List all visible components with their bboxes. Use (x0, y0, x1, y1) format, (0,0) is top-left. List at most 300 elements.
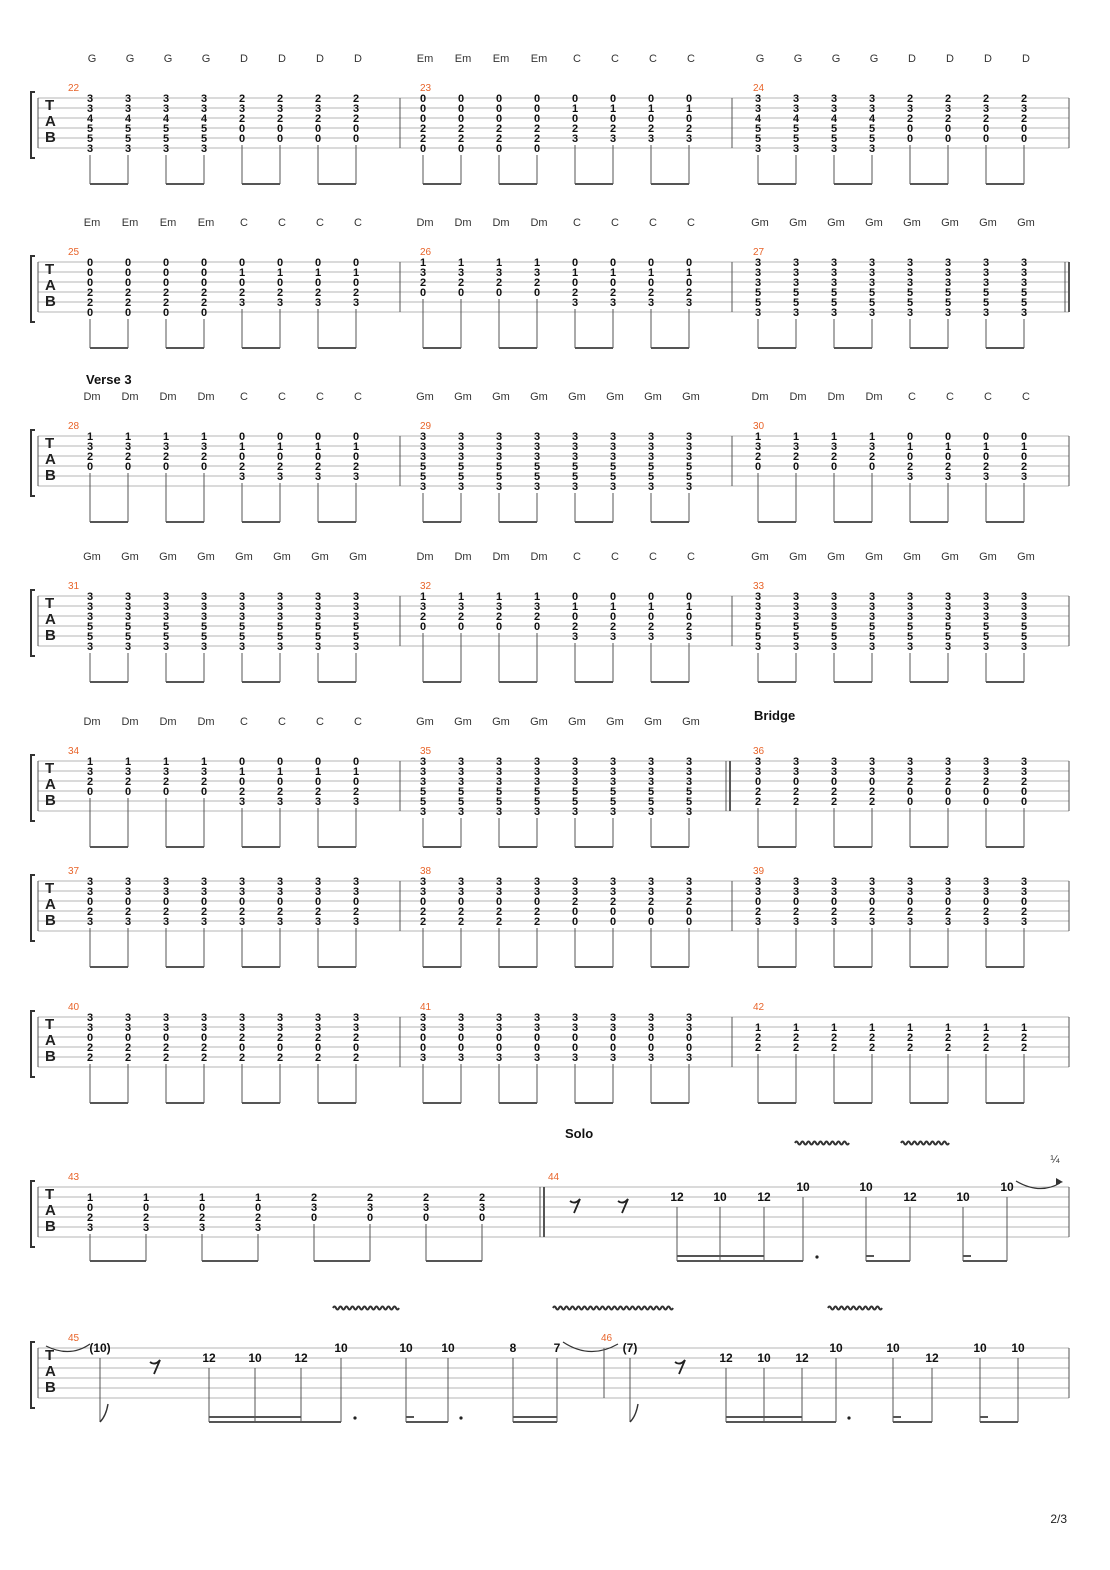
fret-number: 1 (314, 267, 322, 279)
fret-number: 3 (533, 776, 541, 788)
fret-number: 0 (685, 916, 693, 928)
fret-number: 0 (944, 123, 952, 135)
chord-name: C (573, 53, 581, 65)
solo-fret: 8 (509, 1341, 517, 1355)
fret-number: 0 (685, 1042, 693, 1054)
fret-number: 3 (868, 611, 876, 623)
fret-number: 3 (254, 1222, 262, 1234)
fret-number: 3 (238, 591, 246, 603)
fret-number: 2 (830, 906, 838, 918)
fret-number: 3 (238, 471, 246, 483)
measure-number: 30 (753, 421, 765, 432)
fret-number: 3 (314, 611, 322, 623)
fret-number: 0 (571, 611, 579, 623)
fret-number: 3 (419, 806, 427, 818)
fret-number: 1 (352, 441, 360, 453)
fret-number: 4 (200, 113, 208, 125)
chord-name: Em (121, 217, 139, 229)
fret-number: 3 (830, 591, 838, 603)
fret-number: 0 (533, 287, 541, 299)
fret-number: 2 (314, 461, 322, 473)
fret-number: 3 (830, 886, 838, 898)
fret-number: 3 (792, 103, 800, 115)
fret-number: 3 (754, 916, 762, 928)
fret-number: 3 (352, 1012, 360, 1024)
fret-number: 5 (457, 796, 465, 808)
fret-number: 2 (495, 611, 503, 623)
tab-clef-a: A (45, 776, 56, 793)
solo-fret: 10 (757, 1351, 771, 1365)
fret-number: 3 (142, 1222, 150, 1234)
fret-number: 3 (124, 1012, 132, 1024)
fret-number: 3 (944, 257, 952, 269)
system-bracket (31, 92, 35, 158)
solo-fret: 10 (886, 1341, 900, 1355)
fret-number: 3 (982, 886, 990, 898)
fret-number: 5 (754, 621, 762, 633)
fret-number: 3 (647, 1022, 655, 1034)
fret-number: 2 (310, 1192, 318, 1204)
fret-number: 3 (982, 307, 990, 319)
fret-number: 3 (314, 1012, 322, 1024)
fret-number: 0 (906, 786, 914, 798)
fret-number: 3 (944, 611, 952, 623)
fret-number: 2 (982, 461, 990, 473)
fret-number: 3 (754, 103, 762, 115)
fret-number: 0 (685, 906, 693, 918)
fret-number: 0 (352, 257, 360, 269)
tab-clef-t: T (45, 1016, 55, 1033)
fret-number: 0 (685, 277, 693, 289)
fret-number: 3 (162, 916, 170, 928)
fret-number: 3 (830, 103, 838, 115)
fret-number: 2 (533, 906, 541, 918)
tab-clef-a: A (45, 896, 56, 913)
fret-number: 2 (419, 123, 427, 135)
fret-number: 1 (419, 591, 427, 603)
fret-number: 5 (792, 133, 800, 145)
fret-number: 2 (200, 451, 208, 463)
chord-name: Dm (197, 391, 215, 403)
fret-number: 3 (830, 756, 838, 768)
fret-number: 2 (495, 906, 503, 918)
fret-number: 0 (276, 896, 284, 908)
fret-number: 3 (792, 267, 800, 279)
fret-number: 2 (352, 113, 360, 125)
fret-number: 2 (868, 796, 876, 808)
fret-number: 1 (982, 441, 990, 453)
note-flag (100, 1404, 108, 1422)
fret-number: 0 (254, 1202, 262, 1214)
solo-fret: 12 (757, 1190, 771, 1204)
fret-number: 2 (352, 1052, 360, 1064)
fret-number: 3 (1020, 766, 1028, 778)
fret-number: 2 (366, 1192, 374, 1204)
fret-number: 3 (533, 481, 541, 493)
fret-number: 2 (86, 451, 94, 463)
fret-number: 1 (314, 766, 322, 778)
fret-number: 2 (162, 1042, 170, 1054)
fret-number: 3 (906, 277, 914, 289)
fret-number: 0 (276, 756, 284, 768)
fret-number: 3 (906, 886, 914, 898)
fret-number: 5 (1020, 287, 1028, 299)
fret-number: 3 (352, 297, 360, 309)
chord-name: G (793, 53, 803, 65)
fret-number: 3 (609, 297, 617, 309)
fret-number: 3 (982, 756, 990, 768)
fret-number: 3 (1020, 277, 1028, 289)
fret-number: 3 (944, 916, 952, 928)
fret-number: 5 (86, 631, 94, 643)
fret-number: 3 (162, 611, 170, 623)
fret-number: 5 (200, 123, 208, 135)
fret-number: 2 (314, 287, 322, 299)
fret-number: 1 (944, 441, 952, 453)
chord-name: C (649, 53, 657, 65)
fret-number: 2 (419, 133, 427, 145)
fret-number: 3 (754, 267, 762, 279)
fret-number: 0 (86, 896, 94, 908)
chord-name: C (649, 551, 657, 563)
measure-number: 22 (68, 83, 80, 94)
fret-number: 2 (868, 1032, 876, 1044)
fret-number: 1 (419, 257, 427, 269)
chord-name: C (278, 716, 286, 728)
fret-number: 3 (571, 776, 579, 788)
measure-number: 35 (420, 746, 432, 757)
solo-fret: 12 (719, 1351, 733, 1365)
tab-clef-t: T (45, 880, 55, 897)
tab-clef-a: A (45, 1363, 56, 1380)
chord-name: Gm (121, 551, 139, 563)
fret-number: 3 (162, 876, 170, 888)
chord-name: Dm (159, 391, 177, 403)
fret-number: 2 (86, 297, 94, 309)
fret-number: 3 (685, 756, 693, 768)
fret-number: 0 (419, 896, 427, 908)
fret-number: 0 (868, 776, 876, 788)
fret-number: 3 (419, 601, 427, 613)
fret-number: 0 (906, 451, 914, 463)
fret-number: 3 (238, 876, 246, 888)
chord-name: D (316, 53, 324, 65)
fret-number: 3 (86, 886, 94, 898)
solo-fret: 7 (553, 1341, 561, 1355)
fret-number: 3 (792, 756, 800, 768)
fret-number: 3 (830, 307, 838, 319)
fret-number: 0 (238, 123, 246, 135)
fret-number: 3 (647, 886, 655, 898)
fret-number: 2 (1020, 1032, 1028, 1044)
fret-number: 2 (352, 287, 360, 299)
fret-number: 2 (944, 113, 952, 125)
fret-number: 5 (982, 297, 990, 309)
fret-number: 3 (352, 591, 360, 603)
measure-number: 46 (601, 1333, 613, 1344)
fret-number: 3 (571, 1052, 579, 1064)
fret-number: 2 (124, 297, 132, 309)
fret-number: 5 (314, 621, 322, 633)
fret-number: 3 (495, 1022, 503, 1034)
fret-number: 2 (124, 451, 132, 463)
fret-number: 4 (754, 113, 762, 125)
fret-number: 3 (792, 601, 800, 613)
fret-number: 0 (86, 257, 94, 269)
fret-number: 0 (1020, 123, 1028, 135)
fret-number: 0 (276, 133, 284, 145)
fret-number: 3 (571, 451, 579, 463)
fret-number: 3 (533, 267, 541, 279)
chord-name: G (87, 53, 97, 65)
chord-name: Gm (159, 551, 177, 563)
fret-number: 1 (276, 766, 284, 778)
fret-number: 3 (792, 591, 800, 603)
fret-number: 2 (609, 896, 617, 908)
fret-number: 3 (944, 103, 952, 115)
fret-number: 0 (754, 461, 762, 473)
fret-number: 3 (571, 431, 579, 443)
fret-number: 3 (906, 591, 914, 603)
fret-number: 3 (944, 277, 952, 289)
fret-number: 3 (906, 641, 914, 653)
fret-number: 0 (830, 461, 838, 473)
fret-number: 3 (685, 1012, 693, 1024)
fret-number: 3 (533, 451, 541, 463)
fret-number: 0 (366, 1212, 374, 1224)
vibrato-mark (553, 1307, 673, 1310)
fret-number: 3 (162, 766, 170, 778)
fret-number: 2 (314, 786, 322, 798)
solo-fret: 12 (903, 1190, 917, 1204)
fret-number: 2 (533, 123, 541, 135)
fret-number: 1 (254, 1192, 262, 1204)
fret-number: 3 (86, 641, 94, 653)
eighth-rest (675, 1360, 685, 1374)
fret-number: 1 (685, 267, 693, 279)
solo-fret: 10 (1000, 1180, 1014, 1194)
fret-number: 0 (419, 103, 427, 115)
fret-number: 1 (352, 267, 360, 279)
fret-number: 3 (533, 756, 541, 768)
fret-number: 3 (1020, 257, 1028, 269)
fret-number: 2 (830, 796, 838, 808)
fret-number: 3 (906, 307, 914, 319)
system-bracket (31, 875, 35, 941)
fret-number: 2 (162, 451, 170, 463)
fret-number: 3 (571, 441, 579, 453)
fret-number: 1 (162, 756, 170, 768)
fret-number: 3 (162, 441, 170, 453)
fret-number: 2 (792, 786, 800, 798)
chord-name: Gm (606, 716, 624, 728)
section-label: Solo (565, 1126, 594, 1141)
solo-fret: 10 (441, 1341, 455, 1355)
fret-number: 3 (982, 601, 990, 613)
fret-number: 3 (124, 103, 132, 115)
chord-name: Gm (454, 391, 472, 403)
fret-number: 5 (868, 133, 876, 145)
fret-number: 0 (792, 461, 800, 473)
fret-number: 2 (906, 461, 914, 473)
fret-number: 2 (1020, 461, 1028, 473)
tab-clef-t: T (45, 760, 55, 777)
fret-number: 3 (86, 1222, 94, 1234)
fret-number: 3 (1020, 103, 1028, 115)
fret-number: 3 (868, 876, 876, 888)
fret-number: 2 (1020, 1042, 1028, 1054)
fret-number: 2 (609, 123, 617, 135)
fret-number: 3 (495, 886, 503, 898)
system-bracket (31, 256, 35, 322)
fret-number: 0 (238, 451, 246, 463)
fret-number: 3 (200, 766, 208, 778)
chord-name: Gm (1017, 217, 1035, 229)
fret-number: 2 (1020, 776, 1028, 788)
fret-number: 3 (314, 601, 322, 613)
measure-number: 25 (68, 247, 80, 258)
chord-name: Gm (349, 551, 367, 563)
fret-number: 2 (906, 1032, 914, 1044)
fret-number: 2 (457, 916, 465, 928)
fret-number: 0 (124, 257, 132, 269)
fret-number: 0 (609, 611, 617, 623)
fret-number: 2 (647, 896, 655, 908)
fret-number: 5 (352, 621, 360, 633)
chord-name: C (611, 551, 619, 563)
fret-number: 3 (685, 876, 693, 888)
fret-number: 2 (906, 1042, 914, 1054)
fret-number: 0 (86, 1202, 94, 1214)
fret-number: 0 (1020, 133, 1028, 145)
fret-number: 3 (982, 766, 990, 778)
fret-number: 1 (685, 103, 693, 115)
chord-name: C (316, 217, 324, 229)
chord-name: Gm (644, 716, 662, 728)
fret-number: 1 (1020, 1022, 1028, 1034)
fret-number: 1 (86, 756, 94, 768)
fret-number: 0 (200, 307, 208, 319)
fret-number: 5 (571, 786, 579, 798)
fret-number: 2 (754, 906, 762, 918)
fret-number: 5 (533, 796, 541, 808)
fret-number: 2 (571, 621, 579, 633)
chord-name: Dm (83, 391, 101, 403)
fret-number: 3 (86, 916, 94, 928)
fret-number: 3 (86, 611, 94, 623)
fret-number: 3 (314, 103, 322, 115)
fret-number: 2 (571, 287, 579, 299)
tab-clef-a: A (45, 451, 56, 468)
fret-number: 5 (571, 471, 579, 483)
chord-name: C (984, 391, 992, 403)
fret-number: 3 (868, 257, 876, 269)
fret-number: 1 (495, 257, 503, 269)
fret-number: 0 (422, 1212, 430, 1224)
fret-number: 3 (238, 796, 246, 808)
system-bracket (31, 1181, 35, 1247)
fret-number: 2 (944, 1042, 952, 1054)
chord-name: D (354, 53, 362, 65)
measure-number: 28 (68, 421, 80, 432)
fret-number: 3 (792, 441, 800, 453)
vibrato-mark (795, 1142, 849, 1145)
fret-number: 0 (419, 143, 427, 155)
fret-number: 3 (366, 1202, 374, 1214)
solo-fret: 10 (334, 1341, 348, 1355)
fret-number: 3 (647, 451, 655, 463)
fret-number: 3 (200, 103, 208, 115)
fret-number: 3 (422, 1202, 430, 1214)
fret-number: 3 (352, 916, 360, 928)
fret-number: 5 (352, 631, 360, 643)
fret-number: 3 (647, 297, 655, 309)
fret-number: 0 (352, 431, 360, 443)
fret-number: 2 (478, 1192, 486, 1204)
fret-number: 0 (457, 93, 465, 105)
chord-name: Gm (941, 551, 959, 563)
fret-number: 0 (685, 257, 693, 269)
chord-name: C (278, 391, 286, 403)
measure-number: 36 (753, 746, 765, 757)
fret-number: 3 (124, 611, 132, 623)
fret-number: 3 (276, 103, 284, 115)
chord-name: Gm (530, 391, 548, 403)
fret-number: 3 (868, 103, 876, 115)
fret-number: 0 (647, 916, 655, 928)
chord-name: Gm (568, 716, 586, 728)
fret-number: 0 (162, 277, 170, 289)
fret-number: 3 (571, 297, 579, 309)
fret-number: 3 (609, 1012, 617, 1024)
fret-number: 5 (685, 461, 693, 473)
fret-number: 1 (609, 103, 617, 115)
fret-number: 2 (200, 1052, 208, 1064)
fret-number: 0 (685, 113, 693, 125)
fret-number: 2 (944, 93, 952, 105)
fret-number: 3 (533, 806, 541, 818)
fret-number: 0 (310, 1212, 318, 1224)
fret-number: 0 (647, 611, 655, 623)
dot (459, 1416, 462, 1419)
fret-number: 5 (533, 786, 541, 798)
chord-name: Dm (83, 716, 101, 728)
fret-number: 2 (276, 906, 284, 918)
fret-number: 3 (457, 886, 465, 898)
fret-number: 3 (685, 776, 693, 788)
fret-number: 3 (200, 143, 208, 155)
fret-number: 5 (495, 796, 503, 808)
fret-number: 3 (198, 1222, 206, 1234)
fret-number: 2 (830, 786, 838, 798)
measure-number: 29 (420, 421, 432, 432)
fret-number: 3 (533, 601, 541, 613)
solo-fret: 10 (1011, 1341, 1025, 1355)
fret-number: 2 (906, 93, 914, 105)
fret-number: 0 (533, 143, 541, 155)
page-number: 2/3 (1050, 1512, 1067, 1526)
fret-number: 3 (830, 267, 838, 279)
fret-number: 2 (200, 776, 208, 788)
fret-number: 3 (200, 591, 208, 603)
fret-number: 3 (609, 631, 617, 643)
fret-number: 2 (792, 1032, 800, 1044)
fret-number: 2 (868, 451, 876, 463)
fret-number: 3 (944, 756, 952, 768)
fret-number: 1 (571, 103, 579, 115)
fret-number: 3 (86, 103, 94, 115)
chord-name: Dm (454, 551, 472, 563)
